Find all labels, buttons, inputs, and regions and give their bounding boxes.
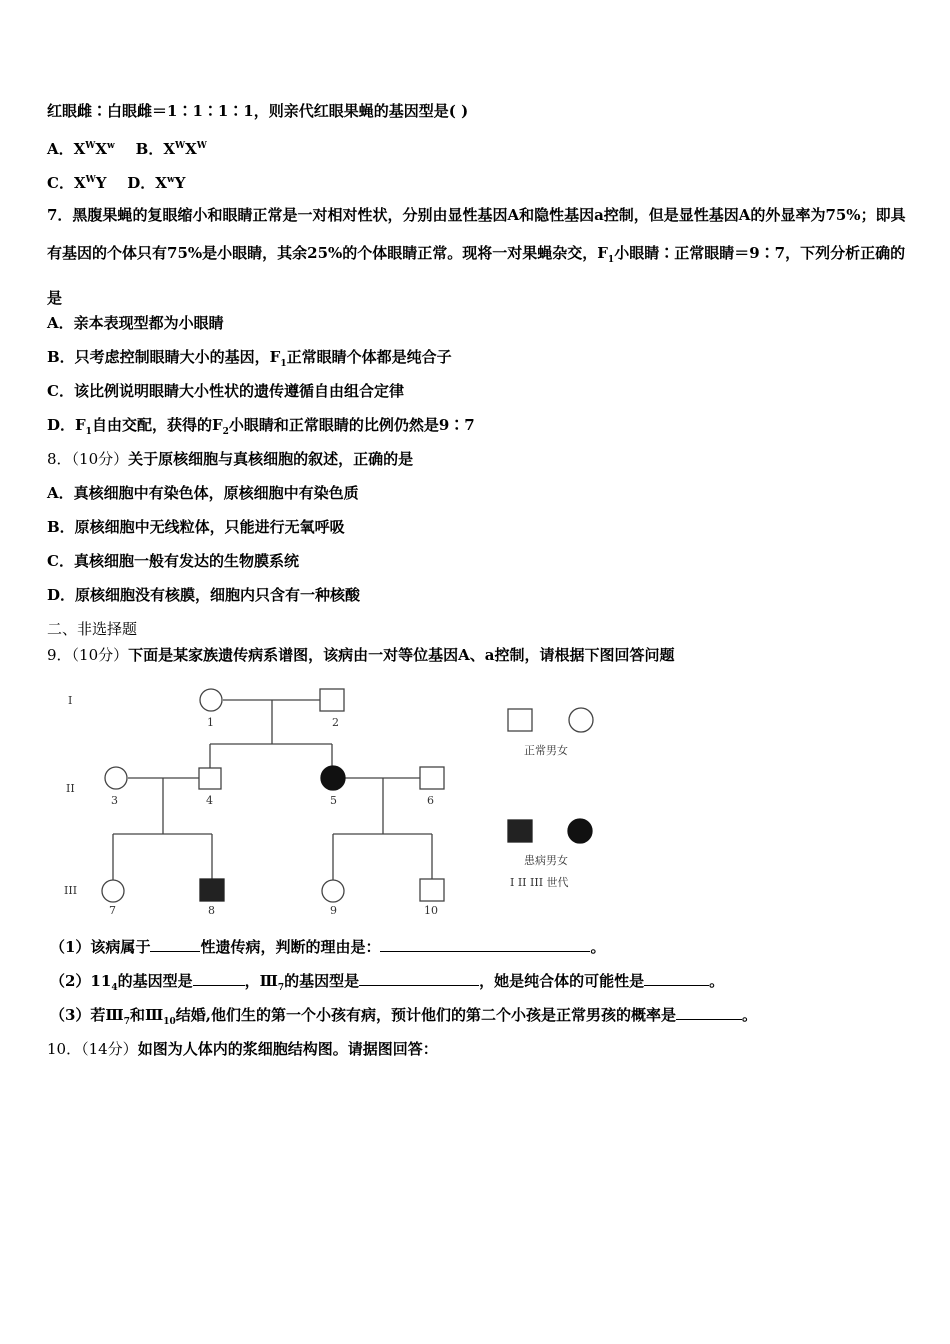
- q6-option-a: A．$X^WX^w$: [47, 140, 115, 158]
- q6-options-cd: [47, 170, 185, 193]
- individual-III7-normal-female: [102, 880, 124, 902]
- legend-normal-label: 正常男女: [524, 744, 568, 757]
- answer-blank[interactable]: [193, 971, 245, 986]
- individual-III8-affected-male: [200, 879, 224, 901]
- id-label: 3: [111, 794, 118, 807]
- id-label: 9: [330, 904, 337, 917]
- individual-II3-normal-female: [105, 767, 127, 789]
- id-label: 6: [427, 794, 434, 807]
- q8-option-a: A．真核细胞中有染色体，原核细胞中有染色质: [47, 484, 359, 502]
- individual-II5-affected-female: [321, 766, 345, 790]
- id-label: 7: [109, 904, 116, 917]
- answer-blank[interactable]: [676, 1005, 742, 1020]
- individual-III10-normal-male: [420, 879, 444, 901]
- legend-normal-male-icon: [508, 709, 532, 731]
- answer-blank[interactable]: [380, 937, 590, 952]
- legend-generation-label: I II III 世代: [510, 876, 569, 889]
- individual-I2-normal-male: [320, 689, 344, 711]
- id-label: 2: [332, 716, 339, 729]
- individual-II6-normal-male: [420, 767, 444, 789]
- q9-stem: 9．（10分）下面是某家族遗传病系谱图，该病由一对等位基因A、a控制，请根据下图回答问题: [47, 646, 675, 664]
- q8-stem: 8．（10分）关于原核细胞与真核细胞的叙述，正确的是: [47, 450, 414, 468]
- q7-stem: 7．黑腹果蝇的复眼缩小和眼睛正常是一对相对性状，分别由显性基因A和隐性基因a控制，但是显性基因A的外显率为75%；即具有基因的个体只有75%是小眼睛，其余25%的个体眼睛正常。现将一对果蝇杂交，$F_1$小眼睛∶正常眼睛＝9∶7，下列分析正确的是: [47, 206, 906, 307]
- q9-sub1: （1）该病属于 性遗传病，判断的理由是： 。: [50, 938, 606, 956]
- legend-affected-male-icon: [508, 820, 532, 842]
- q8-option-c: C．真核细胞一般有发达的生物膜系统: [47, 552, 299, 570]
- individual-II4-normal-male: [199, 768, 221, 789]
- q7-option-d: D．$F_1$自由交配，获得的$F_2$小眼睛和正常眼睛的比例仍然是9∶7: [47, 416, 475, 437]
- section-heading: 二、非选择题: [47, 620, 138, 638]
- answer-blank[interactable]: [644, 971, 709, 986]
- individual-III9-normal-female: [322, 880, 344, 902]
- q7-option-c: C．该比例说明眼睛大小性状的遗传遵循自由组合定律: [47, 382, 404, 400]
- id-label: 4: [206, 794, 213, 807]
- legend-affected-female-icon: [568, 819, 592, 843]
- legend-affected-label: 患病男女: [524, 854, 568, 867]
- generation-label-III: III: [64, 884, 78, 897]
- id-label: 1: [207, 716, 214, 729]
- generation-label-I: I: [68, 694, 73, 707]
- q7-option-b: B．只考虑控制眼睛大小的基因，$F_1$正常眼睛个体都是纯合子: [47, 348, 452, 369]
- pedigree-chart: [60, 680, 620, 920]
- answer-blank[interactable]: [359, 971, 479, 986]
- id-label: 8: [208, 904, 215, 917]
- legend-normal-female-icon: [569, 708, 593, 732]
- answer-blank[interactable]: [150, 937, 200, 952]
- q6-option-d: D．$X^wY$: [127, 174, 186, 192]
- q6-options-ab: [47, 136, 207, 159]
- q9-sub3: （3）若$Ⅲ_7$和$Ⅲ_{10}$结婚,他们生的第一个小孩有病，预计他们的第二个小孩是正常男孩的概率是 。: [50, 1006, 758, 1027]
- generation-label-II: II: [66, 782, 75, 795]
- q7-option-a: A．亲本表现型都为小眼睛: [47, 314, 224, 332]
- id-label: 5: [330, 794, 337, 807]
- q9-sub2: $(2)11_4$的基因型是 ，$Ⅲ_7$的基因型是 ，她是纯合体的可能性是 。: [50, 972, 725, 993]
- q10-stem: 10．（14分）如图为人体内的浆细胞结构图。请据图回答：: [47, 1040, 438, 1058]
- id-label: 10: [424, 904, 438, 917]
- q6-option-b: B．$X^WX^W$: [135, 140, 207, 158]
- q8-option-d: D．原核细胞没有核膜，细胞内只含有一种核酸: [47, 586, 361, 604]
- individual-I1-normal-female: [200, 689, 222, 711]
- q6-option-c: C．$X^WY$: [47, 174, 107, 192]
- q8-option-b: B．原核细胞中无线粒体，只能进行无氧呼吸: [47, 518, 345, 536]
- q6-stem-tail: 红眼雌∶白眼雌＝1∶1∶1∶1，则亲代红眼果蝇的基因型是( ): [47, 102, 469, 120]
